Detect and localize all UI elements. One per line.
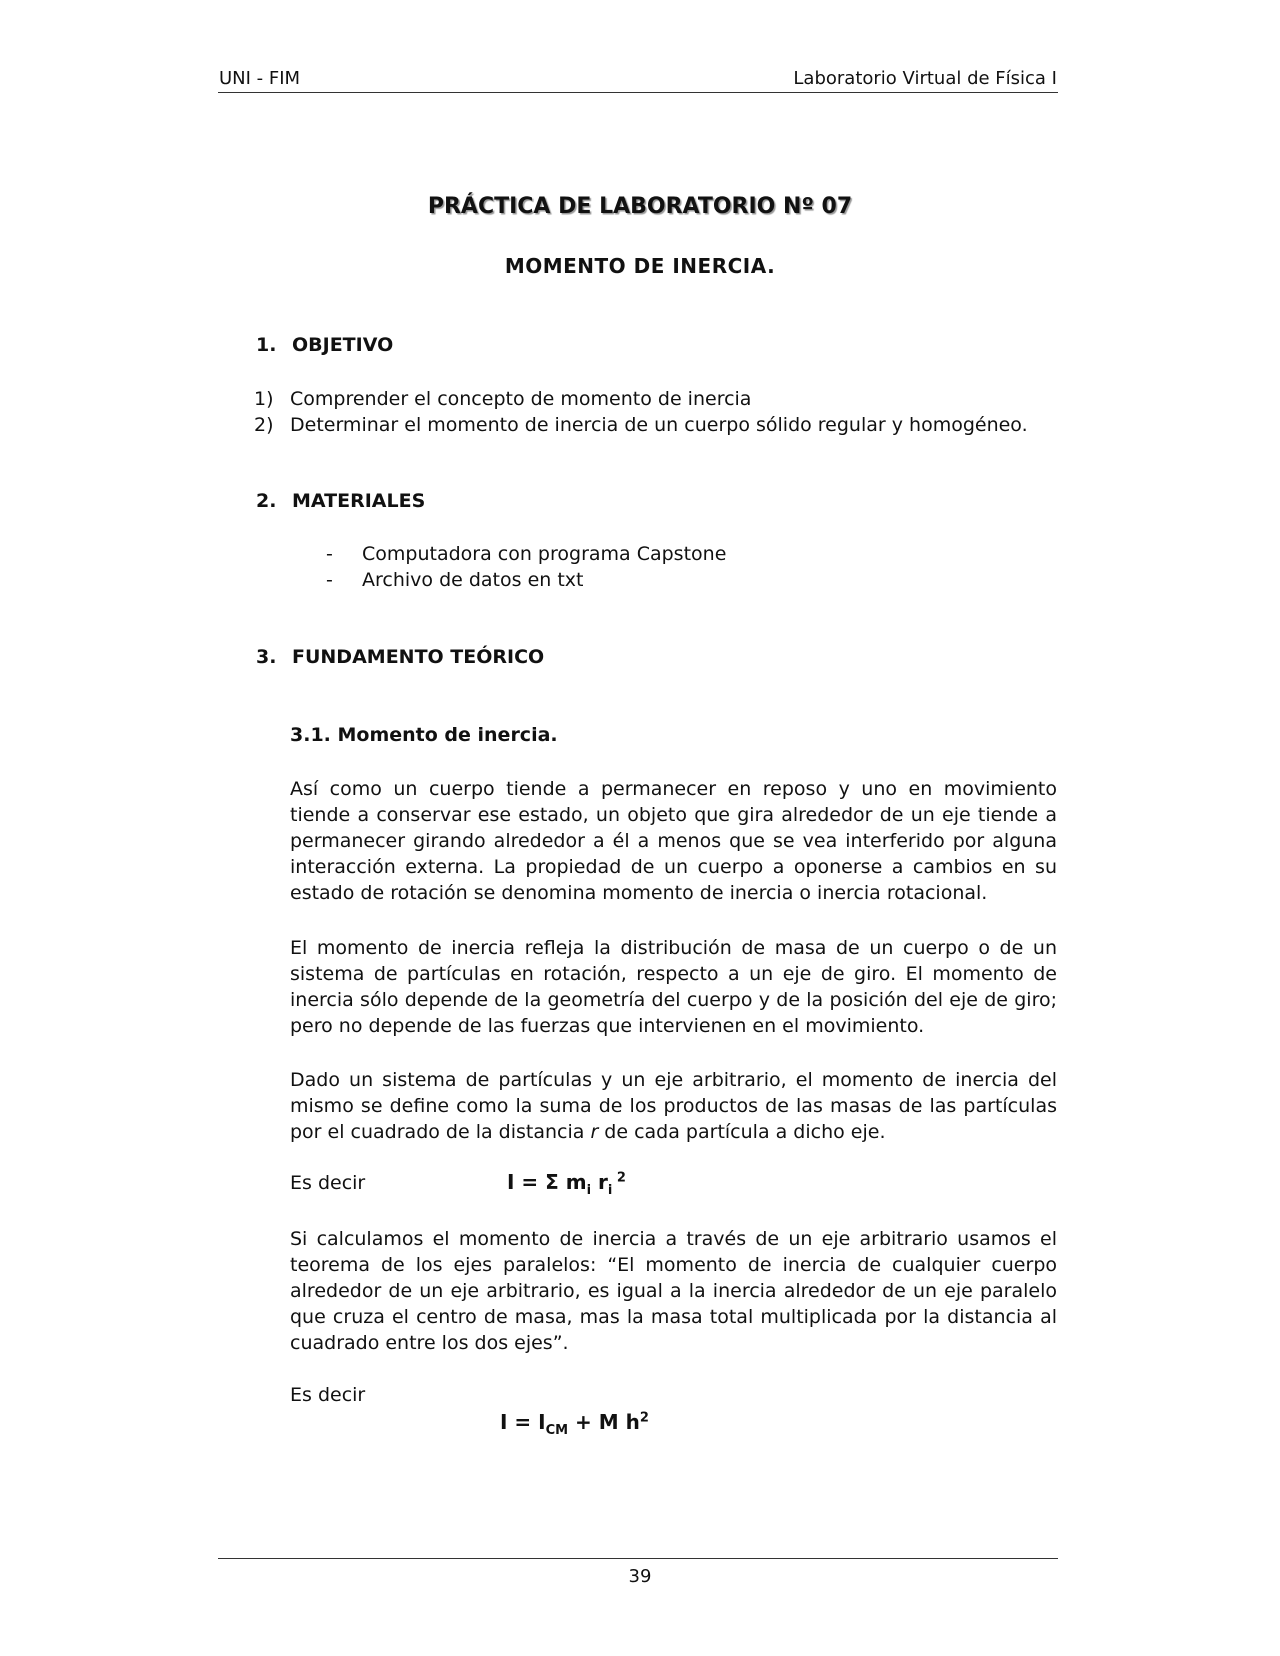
formula-part: r — [591, 1170, 608, 1194]
header-divider — [218, 92, 1058, 93]
section-title: FUNDAMENTO TEÓRICO — [292, 646, 545, 668]
formula-subscript: CM — [545, 1423, 569, 1438]
paragraph-text: Dado un sistema de partículas y un eje arbitrario, el momento de inercia del mismo se define como la suma de los productos de las masas de las partículas por el cuadrado de la distancia — [290, 1069, 1057, 1143]
list-item-text: Comprender el concepto de momento de inercia — [290, 388, 752, 410]
paragraph — [290, 1067, 1057, 1145]
list-item — [326, 567, 726, 593]
list-bullet: - — [326, 543, 333, 565]
page-number: 39 — [628, 1566, 652, 1587]
list-item-text: Archivo de datos en txt — [362, 569, 584, 591]
materiales-list — [326, 541, 726, 593]
section-number: 1. — [256, 334, 277, 356]
section-heading-materiales — [256, 490, 425, 512]
list-item-text: Determinar el momento de inercia de un cuerpo sólido regular y homogéneo. — [290, 414, 1028, 436]
paragraph: Si calculamos el momento de inercia a través de un eje arbitrario usamos el teorema de los ejes paralelos: “El momento de inercia de cualquier cuerpo alrededor de un eje arbitrario, es igual a la inercia alrededor de un eje paralelo que cruza el centro de masa, mas la masa total multiplicada por la distancia al cuadrado entre los dos ejes”. — [290, 1228, 1057, 1354]
section-title: MATERIALES — [292, 490, 426, 512]
es-decir-label: Es decir — [290, 1172, 366, 1194]
list-item — [326, 541, 726, 567]
footer-divider — [218, 1558, 1058, 1559]
paragraph: Así como un cuerpo tiende a permanecer en reposo y uno en movimiento tiende a conservar ese estado, un objeto que gira alrededor de un eje tiende a permanecer girando alrededor a él a menos que se vea interferido por alguna interacción externa. La propiedad de un cuerpo a oponerse a cambios en su estado de rotación se denomina momento de inercia o inercia rotacional. — [290, 778, 1057, 904]
list-item-number: 2) — [254, 414, 274, 436]
header-left: UNI - FIM — [219, 68, 301, 89]
formula-moment-of-inertia — [507, 1170, 626, 1198]
section-number: 2. — [256, 490, 277, 512]
objetivo-list — [254, 386, 1028, 438]
subsection-heading: 3.1. Momento de inercia. — [290, 724, 558, 746]
section-number: 3. — [256, 646, 277, 668]
formula-part: + M h — [568, 1410, 640, 1434]
formula-subscript: i — [586, 1183, 592, 1198]
formula-part: I = Σ m — [507, 1170, 587, 1194]
formula-exponent: 2 — [639, 1410, 649, 1426]
paragraph: El momento de inercia refleja la distribución de masa de un cuerpo o de un sistema de partículas en rotación, respecto a un eje de giro. El momento de inercia sólo depende de la geometría del cuerpo y de la posición del eje de giro; pero no depende de las fuerzas que intervienen en el movimiento. — [290, 937, 1057, 1037]
list-item — [254, 412, 1028, 438]
list-bullet: - — [326, 569, 333, 591]
es-decir-label: Es decir — [290, 1384, 366, 1406]
formula-parallel-axis — [500, 1410, 649, 1438]
formula-exponent: 2 — [612, 1170, 626, 1186]
page-subtitle: MOMENTO DE INERCIA. — [504, 254, 776, 278]
page-title: PRÁCTICA DE LABORATORIO Nº 07 — [427, 194, 853, 219]
section-heading-fundamento — [256, 646, 544, 668]
section-title: OBJETIVO — [292, 334, 394, 356]
variable-r: r — [590, 1121, 599, 1143]
formula-subscript: i — [607, 1183, 613, 1198]
header-right: Laboratorio Virtual de Física I — [793, 68, 1057, 89]
list-item-number: 1) — [254, 388, 274, 410]
formula-part: I = I — [500, 1410, 546, 1434]
paragraph-text: de cada partícula a dicho eje. — [598, 1121, 886, 1143]
list-item — [254, 386, 1028, 412]
list-item-text: Computadora con programa Capstone — [362, 543, 727, 565]
section-heading-objetivo — [256, 334, 393, 356]
